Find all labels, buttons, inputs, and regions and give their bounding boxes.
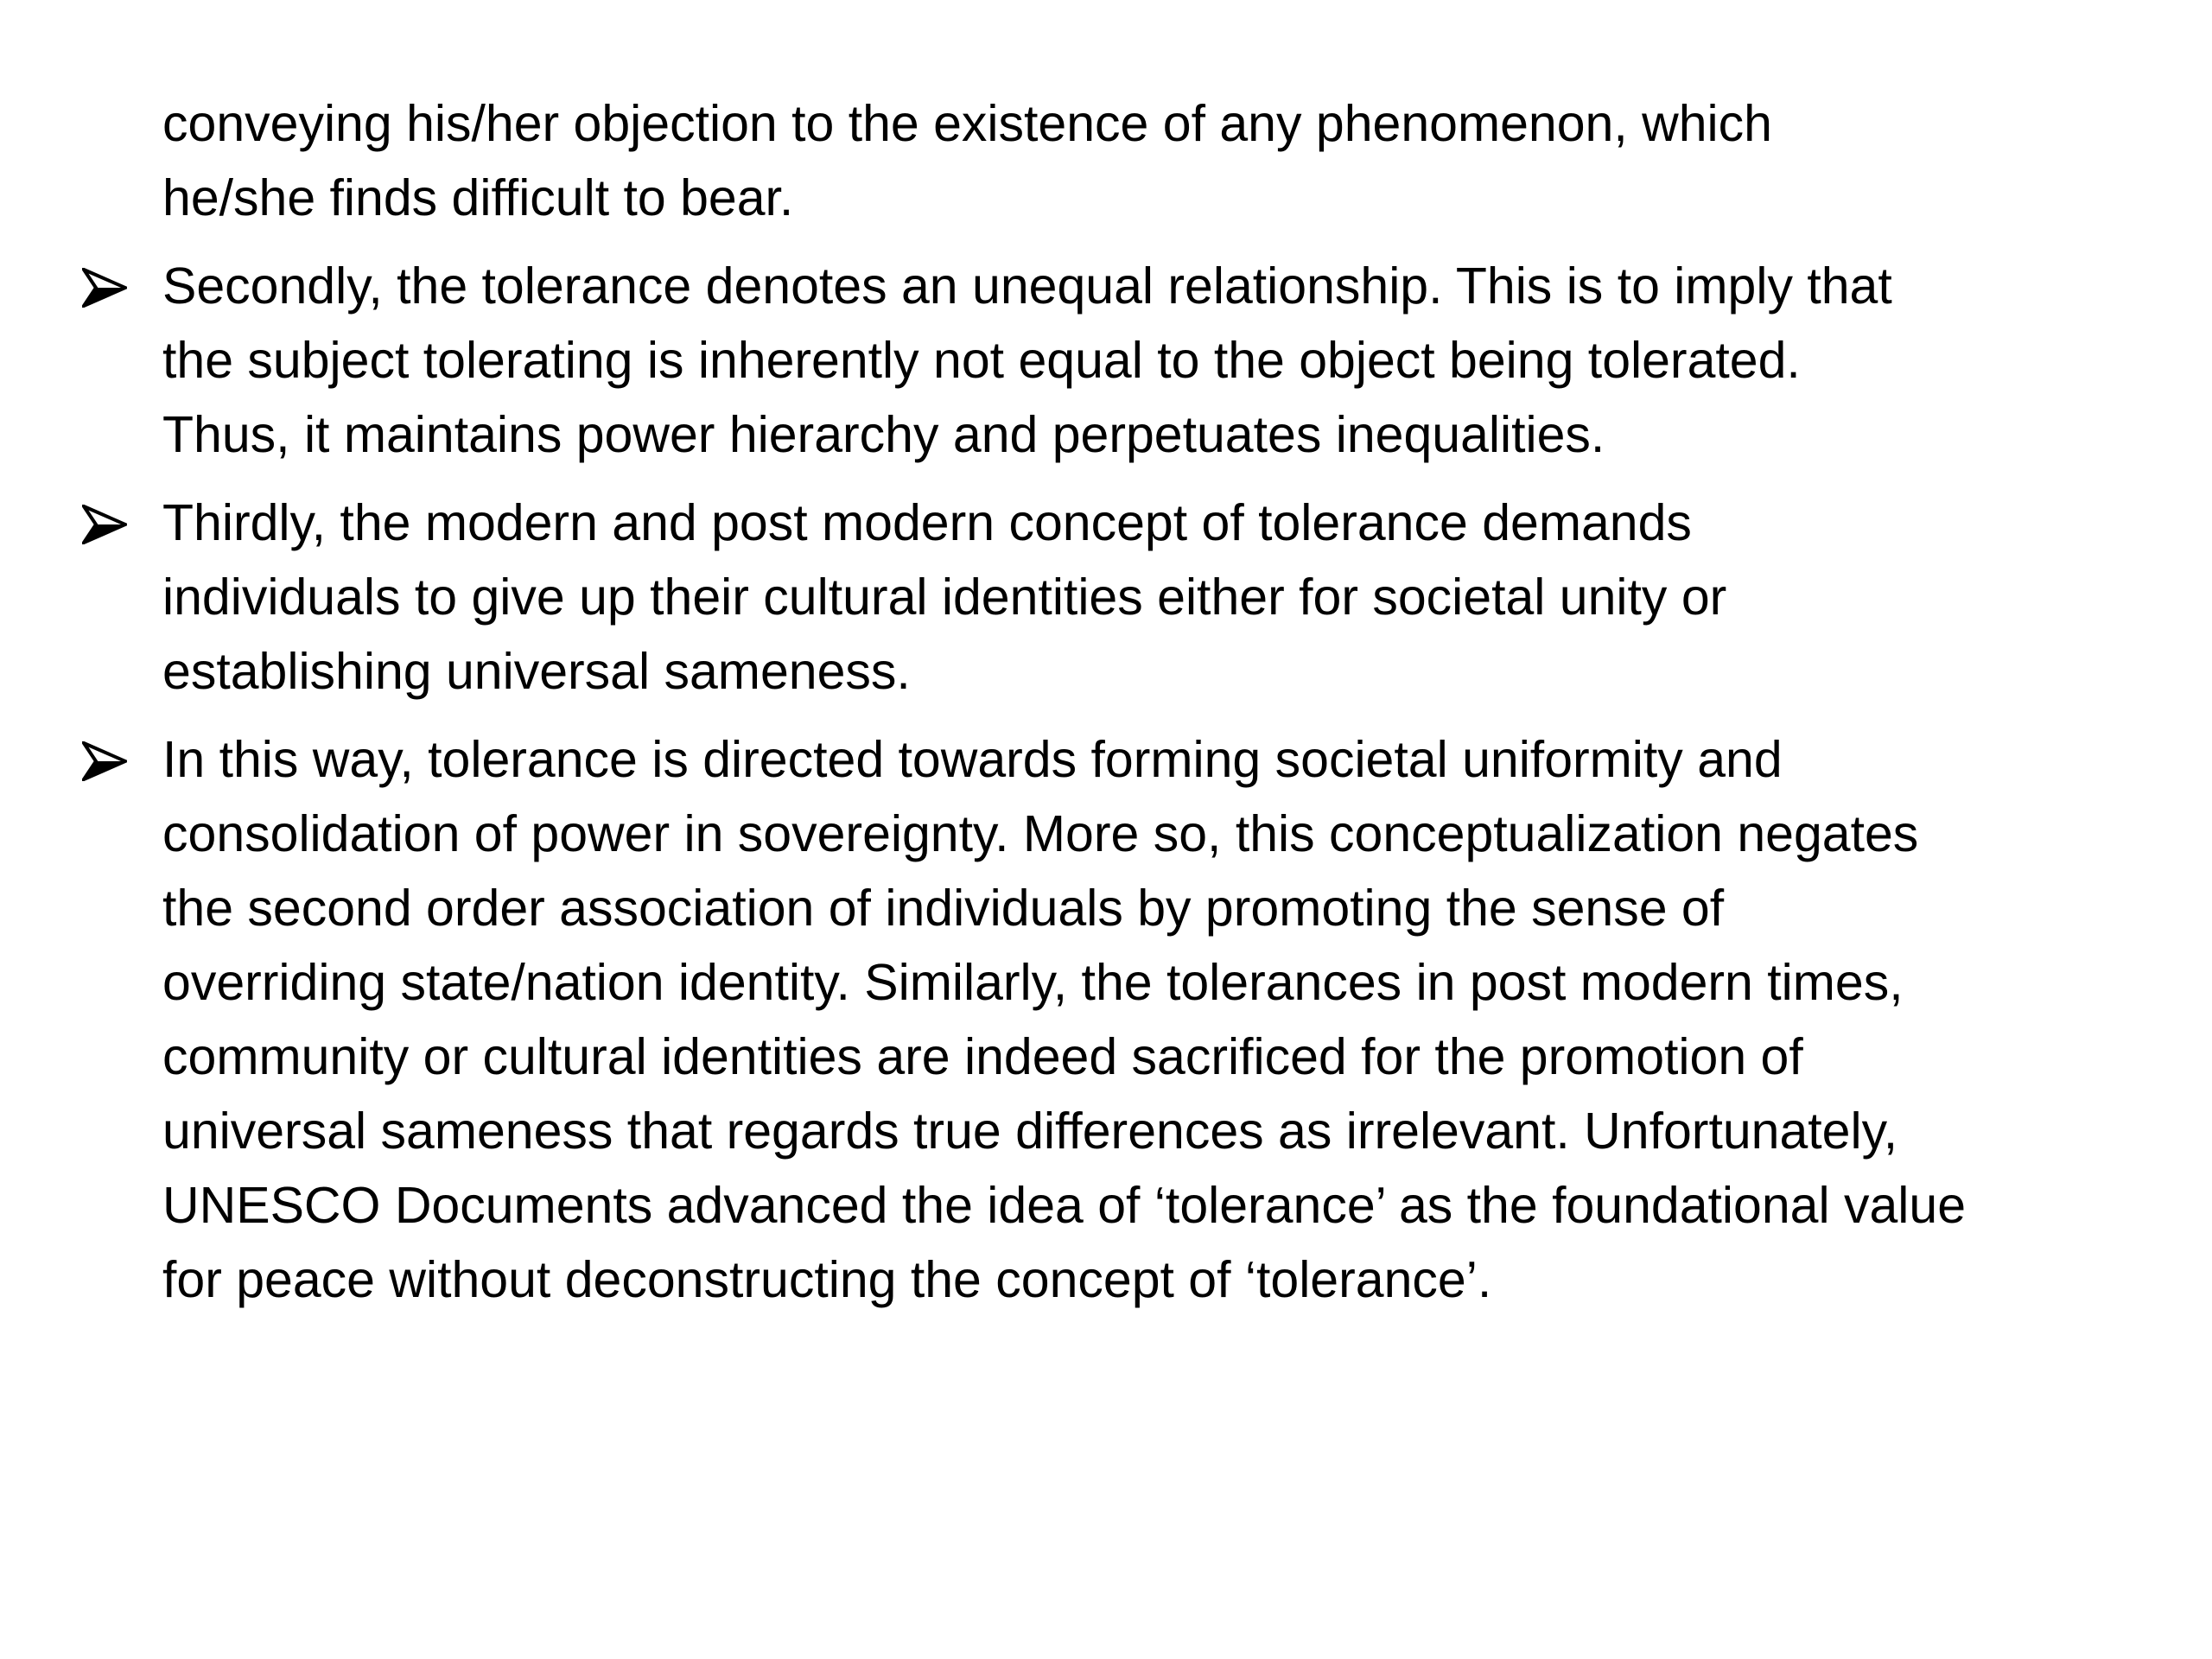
text-line: overriding state/nation identity. Similarly, the tolerances in post modern times, (162, 954, 1904, 1011)
text-line: universal sameness that regards true differences as irrelevant. Unfortunately, (162, 1103, 1898, 1160)
text-line: Thus, it maintains power hierarchy and perpetuates inequalities. (162, 406, 1605, 463)
text-line: conveying his/her objection to the existence of any phenomenon, which (162, 95, 1772, 152)
bullet-item-secondly (82, 249, 2173, 472)
text-line: he/she finds difficult to bear. (162, 169, 794, 226)
arrow-bullet-icon (82, 741, 127, 781)
text-line: establishing universal sameness. (162, 643, 911, 700)
text-line: consolidation of power in sovereignty. More so, this conceptualization negates (162, 805, 1919, 862)
bullet-item-thirdly (82, 486, 2173, 709)
arrow-bullet-icon (82, 268, 127, 308)
paragraph-continuation (82, 86, 2173, 235)
bullet-item-in-this-way (82, 722, 2173, 1317)
text-line: In this way, tolerance is directed towards forming societal uniformity and (162, 731, 1783, 788)
text-line: Secondly, the tolerance denotes an unequal relationship. This is to imply that (162, 257, 1892, 315)
arrow-bullet-icon (82, 505, 127, 544)
text-line: UNESCO Documents advanced the idea of ‘tolerance’ as the foundational value (162, 1177, 1967, 1234)
text-line: Thirdly, the modern and post modern concept of tolerance demands (162, 494, 1692, 551)
text-line: individuals to give up their cultural identities either for societal unity or (162, 569, 1727, 626)
text-line: community or cultural identities are indeed sacrificed for the promotion of (162, 1028, 1803, 1085)
text-line: the second order association of individuals by promoting the sense of (162, 880, 1725, 937)
text-line: for peace without deconstructing the concept of ‘tolerance’. (162, 1251, 1492, 1308)
text-line: the subject tolerating is inherently not equal to the object being tolerated. (162, 332, 1801, 389)
slide-body (82, 86, 2173, 1331)
